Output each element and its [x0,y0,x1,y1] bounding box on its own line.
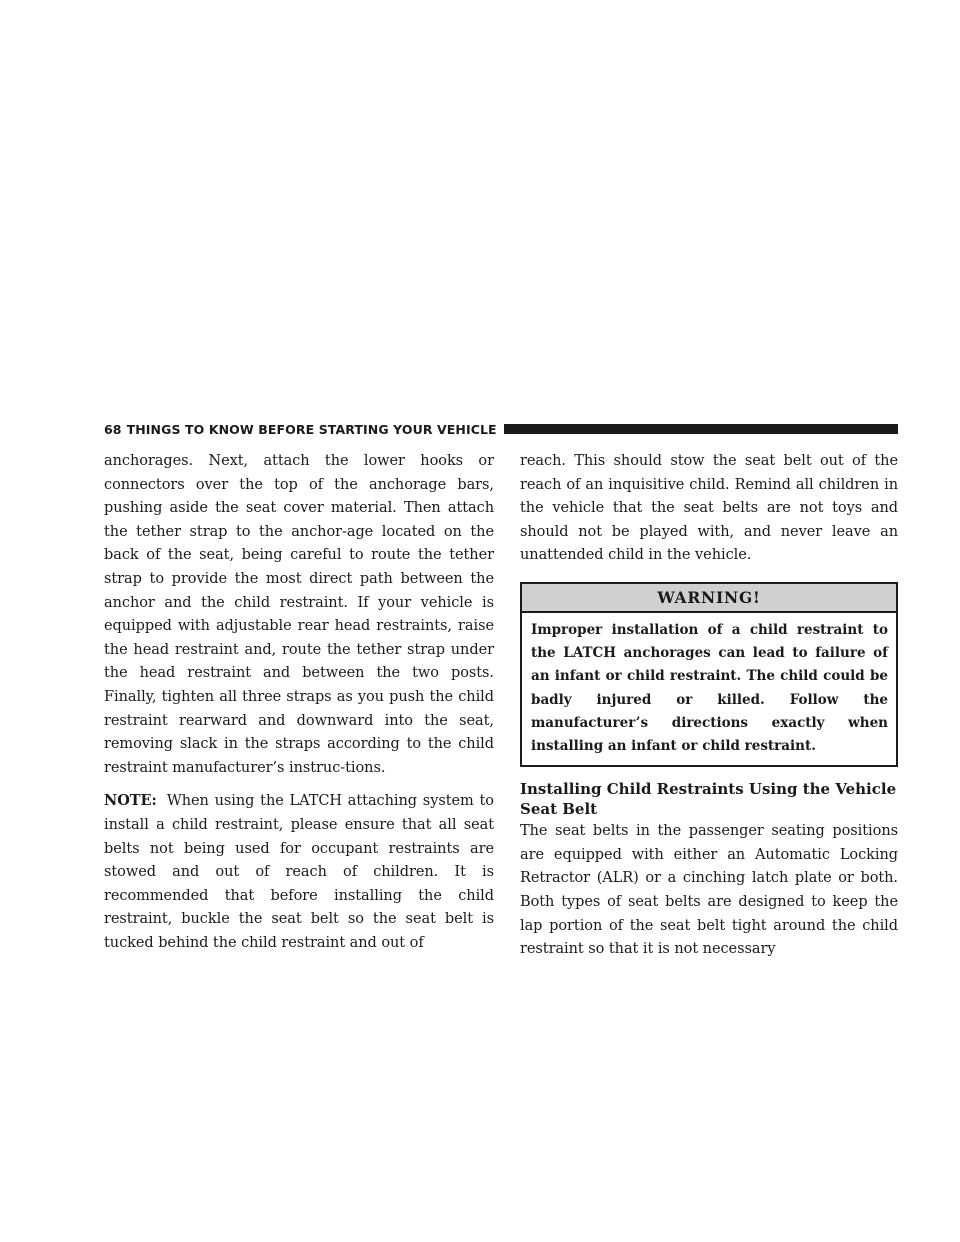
running-header [104,421,898,437]
warning-title: WARNING! [522,584,896,613]
note-text: When using the LATCH attaching system to install a child restraint, please ensure that all seat belts not being used for occupant restraints are stowed and out of reach of children. It is recommended that before installing the child restraint, buckle the seat belt so the seat belt is tucked behind the child restraint and out of [104,793,494,951]
warning-box [520,582,898,767]
left-column [104,450,494,955]
warning-body: Improper installation of a child restraint to the LATCH anchorages can lead to failure of an infant or child restraint. The child could be badly injured or killed. Follow the manufacturer’s directions exactly when installing an infant or child restraint. [531,621,888,754]
body-paragraph: anchorages. Next, attach the lower hooks or connectors over the top of the anchorage bars, pushing aside the seat cover material. Then attach the tether strap to the anchor-age located on the back of the seat, being careful to route the tether strap to provide the most direct path between the anchor and the child restraint. If your vehicle is equipped with adjustable rear head restraints, raise the head restraint and, route the tether strap under the head restraint and between the two posts. Finally, tighten all three straps as you push the child restraint rearward and downward into the seat, removing slack in the straps according to the child restraint manufacturer’s instruc-tions. [104,453,494,776]
body-paragraph: The seat belts in the passenger seating positions are equipped with either an Automatic Locking Retractor (ALR) or a cinching latch plate or both. Both types of seat belts are designed to keep the lap portion of the seat belt tight around the child restraint so that it is not necessary [520,823,898,958]
header-rule [504,424,898,434]
section-subheading: Installing Child Restraints Using the Vehicle Seat Belt [520,780,897,819]
note-label: NOTE: [104,792,157,810]
page-number: 68 [104,421,122,437]
section-title: THINGS TO KNOW BEFORE STARTING YOUR VEHICLE [126,421,497,437]
body-paragraph: reach. This should stow the seat belt out of the reach of an inquisitive child. Remind all children in the vehicle that the seat belts are not toys and should not be played with, and never leave an unattended child in the vehicle. [520,453,898,564]
note-paragraph [104,789,494,955]
right-column [520,450,898,962]
